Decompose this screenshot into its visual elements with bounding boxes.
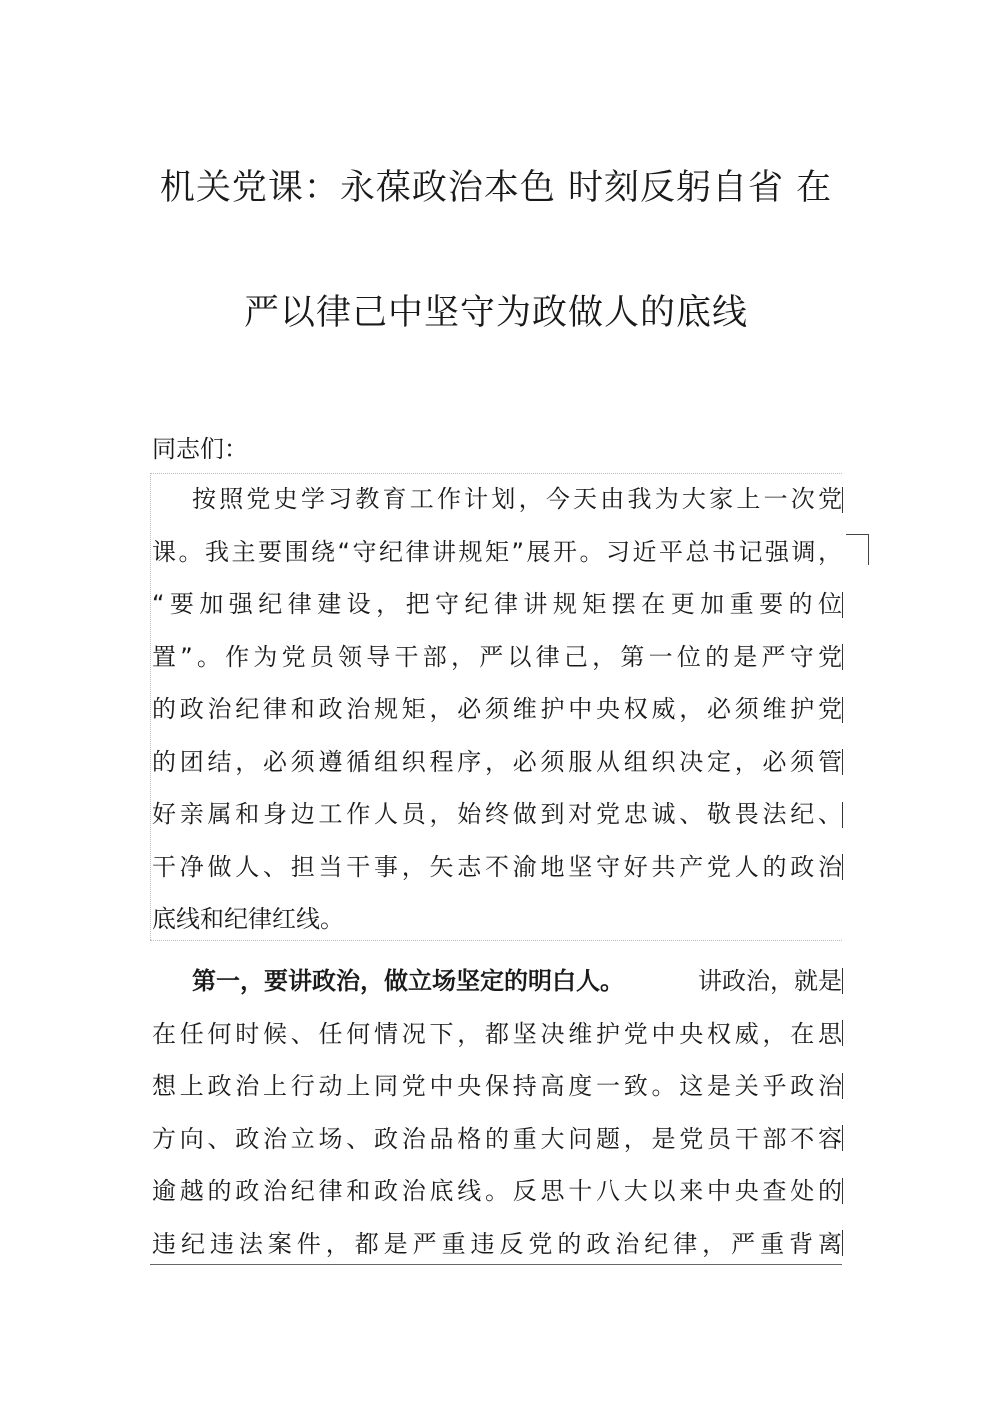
paragraph-1-line: 干净做人、担当干事，矢志不渝地坚守好共产党人的政治 <box>152 852 842 881</box>
paragraph-1-left-border <box>150 473 151 940</box>
paragraph-1-line: 置”。作为党员领导干部，严以律己，第一位的是严守党 <box>152 642 842 671</box>
paragraph-1-corner-mark <box>846 534 869 565</box>
paragraph-2-line: 在任何时候、任何情况下，都坚决维护党中央权威，在思 <box>152 1019 842 1048</box>
line-end-marker <box>842 1178 843 1204</box>
line-end-marker <box>842 749 843 775</box>
paragraph-2-line: 方向、政治立场、政治品格的重大问题，是党员干部不容 <box>152 1124 842 1153</box>
paragraph-2-line: 违纪违法案件，都是严重违反党的政治纪律，严重背离 <box>152 1229 842 1258</box>
line-end-marker <box>842 1230 843 1256</box>
paragraph-1-line: 的政治纪律和政治规矩，必须维护中央权威，必须维护党 <box>152 695 842 723</box>
paragraph-2-line: 逾越的政治纪律和政治底线。反思十八大以来中央查处的 <box>152 1177 842 1205</box>
salutation: 同志们： <box>152 435 248 463</box>
document-title-line-1: 机关党课：永葆政治本色 时刻反躬自省 在 <box>159 168 833 208</box>
line-end-marker <box>842 1125 843 1151</box>
line-end-marker <box>842 854 843 880</box>
line-end-marker <box>842 968 843 994</box>
paragraph-1-line: “要加强纪律建设，把守纪律讲规矩摆在更加重要的位 <box>152 590 842 618</box>
line-end-marker <box>842 487 843 513</box>
page-bottom-rule <box>150 1264 842 1265</box>
paragraph-1-line: 按照党史学习教育工作计划，今天由我为大家上一次党 <box>192 485 842 513</box>
document-title-line-2: 严以律己中坚守为政做人的底线 <box>243 293 748 333</box>
paragraph-2-first-line <box>152 955 842 1008</box>
paragraph-2-line: 想上政治上行动上同党中央保持高度一致。这是关乎政治 <box>152 1072 842 1100</box>
section-heading: 第一，要讲政治，做立场坚定的明白人。 <box>192 967 624 995</box>
line-end-marker <box>842 644 843 670</box>
paragraph-2 <box>152 955 842 1270</box>
paragraph-1-line: 的团结，必须遵循组织程序，必须服从组织决定，必须管 <box>152 747 842 776</box>
paragraph-1-line: 底线和纪律红线。 <box>152 905 344 933</box>
paragraph-1-line: 好亲属和身边工作人员，始终做到对党忠诚、敬畏法纪、 <box>152 800 842 828</box>
paragraph-2-first-line-rest: 讲政治，就是 <box>698 967 842 995</box>
paragraph-1 <box>152 473 842 946</box>
line-end-marker <box>842 1073 843 1099</box>
line-end-marker <box>842 802 843 828</box>
line-end-marker <box>842 1020 843 1046</box>
line-end-marker <box>842 592 843 618</box>
paragraph-1-line: 课。我主要围绕“守纪律讲规矩”展开。习近平总书记强调， <box>152 537 842 566</box>
line-end-marker <box>842 697 843 723</box>
